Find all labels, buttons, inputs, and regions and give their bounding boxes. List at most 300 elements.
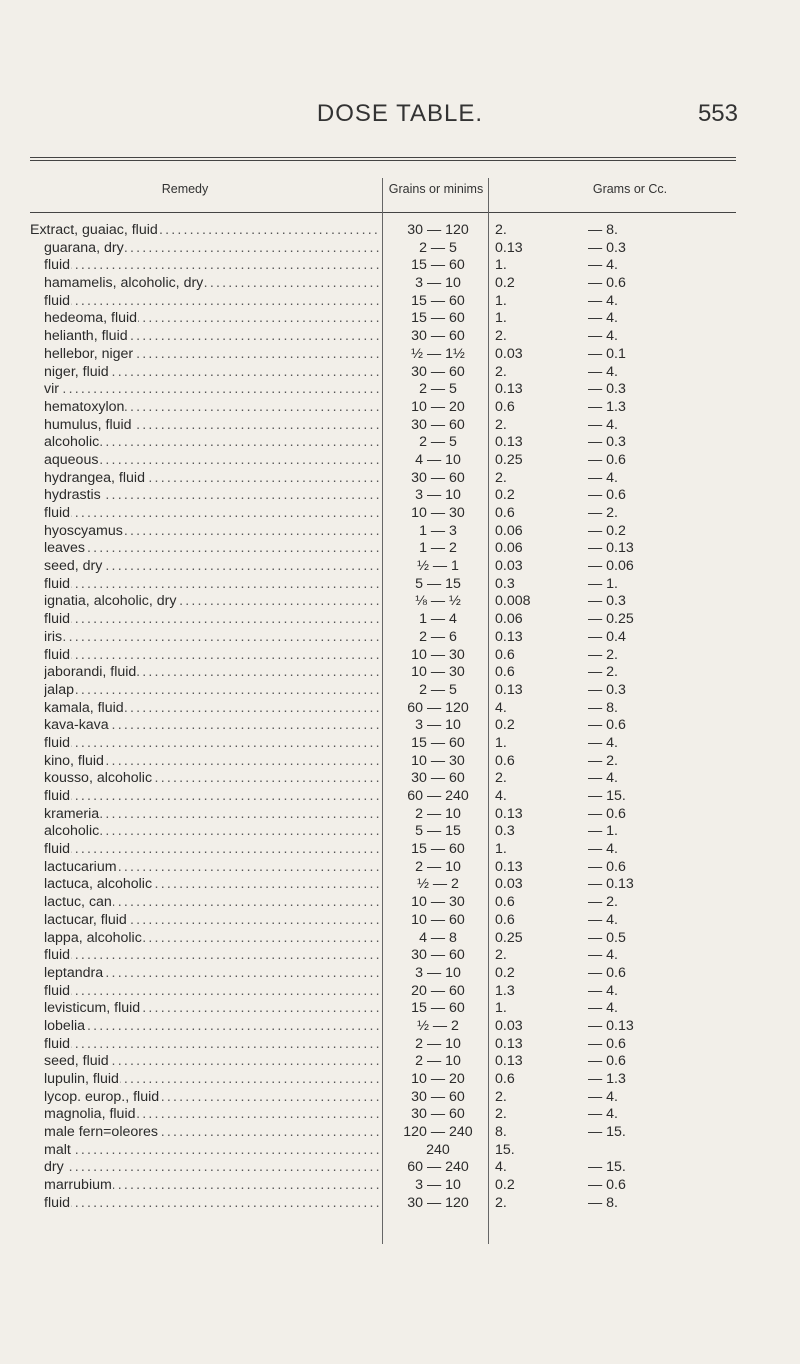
table-row: [0, 505, 800, 523]
grains-cell: 3 — 10: [415, 275, 461, 292]
grams-min-cell: 1.: [495, 841, 507, 858]
grams-max-cell: — 15.: [588, 1124, 626, 1141]
grams-max-cell: — 0.6: [588, 964, 626, 981]
grains-cell: ½ — 2: [417, 1017, 459, 1034]
grams-min-cell: 15.: [495, 1141, 515, 1158]
remedy-cell: [44, 293, 380, 311]
grams-min-cell: 4.: [495, 788, 507, 804]
grains-cell: 30 — 60: [411, 469, 465, 486]
grains-cell: 15 — 60: [411, 310, 465, 327]
grams-min-cell: 0.06: [495, 611, 523, 628]
grains-cell: 3 — 10: [415, 717, 461, 734]
grams-min-cell: 0.06: [495, 522, 523, 539]
grams-max-cell: — 4.: [588, 1088, 618, 1105]
remedy-name: fluid: [44, 734, 71, 751]
table-row: [0, 1053, 800, 1071]
grains-cell: 10 — 30: [411, 646, 465, 663]
remedy-name: Extract, guaiac, fluid: [30, 222, 158, 238]
grains-cell: 10 — 30: [411, 894, 465, 911]
grams-min-cell: 1.: [495, 310, 507, 327]
grams-min-cell: 0.03: [495, 345, 523, 362]
table-row: [0, 753, 800, 771]
grains-cell: 2 — 5: [419, 239, 457, 256]
grams-max-cell: — 4.: [588, 841, 618, 858]
grains-cell: 2 — 6: [419, 628, 457, 645]
table-row: [0, 540, 800, 558]
grains-cell: 30 — 60: [411, 770, 465, 787]
grams-min-cell: 0.13: [495, 381, 523, 398]
grains-cell: 5 — 15: [415, 823, 461, 840]
table-row: [0, 593, 800, 611]
grams-max-cell: — 4.: [588, 328, 618, 345]
remedy-name: jaborandi, fluid: [44, 664, 137, 681]
table-row: [0, 735, 800, 753]
grams-max-cell: — 1.: [588, 823, 618, 840]
remedy-name: lycop. europ., fluid: [44, 1088, 160, 1105]
table-row: [0, 700, 800, 718]
grains-cell: 10 — 30: [411, 752, 465, 769]
remedy-cell: [44, 470, 380, 488]
remedy-cell: [44, 523, 380, 541]
grams-max-cell: — 0.13: [588, 876, 634, 893]
remedy-name: lactuca, alcoholic: [44, 876, 153, 893]
remedy-cell: [44, 576, 380, 594]
remedy-name: alcoholic: [44, 434, 100, 451]
grams-min-cell: 2.: [495, 1088, 507, 1105]
grams-min-cell: 0.13: [495, 681, 523, 698]
table-row: [0, 399, 800, 417]
grams-max-cell: — 4.: [588, 911, 618, 928]
table-row: [0, 417, 800, 435]
grams-max-cell: — 15.: [588, 788, 626, 804]
page-number: 553: [697, 100, 738, 127]
grains-cell: 30 — 60: [411, 328, 465, 345]
grams-min-cell: 1.: [495, 734, 507, 751]
grams-max-cell: — 4.: [588, 416, 618, 433]
grams-min-cell: 0.13: [495, 239, 523, 256]
table-row: [0, 806, 800, 824]
remedy-name: hydrastis: [44, 487, 101, 504]
table-row: [0, 558, 800, 576]
remedy-cell: [44, 983, 380, 1001]
grains-cell: 15 — 60: [411, 841, 465, 858]
table-row: [0, 310, 800, 328]
grams-max-cell: — 8.: [588, 222, 618, 238]
remedy-cell: [44, 257, 380, 275]
grams-min-cell: 0.25: [495, 451, 523, 468]
grains-cell: 30 — 60: [411, 947, 465, 964]
page-header: [0, 100, 800, 140]
grains-cell: 10 — 30: [411, 664, 465, 681]
remedy-name: hellebor, niger: [44, 345, 134, 362]
table-row: [0, 930, 800, 948]
grams-min-cell: 2.: [495, 222, 507, 238]
grams-min-cell: 2.: [495, 1194, 507, 1211]
grams-min-cell: 0.6: [495, 505, 515, 521]
grains-cell: 5 — 15: [415, 575, 461, 592]
grains-cell: 30 — 120: [407, 1194, 469, 1211]
grains-cell: ½ — 1½: [411, 345, 465, 362]
grams-max-cell: — 0.3: [588, 593, 626, 610]
grains-cell: 15 — 60: [411, 734, 465, 751]
table-row: [0, 487, 800, 505]
remedy-cell: [44, 434, 380, 452]
remedy-cell: [44, 894, 380, 912]
remedy-cell: [44, 930, 380, 948]
grams-max-cell: — 4.: [588, 292, 618, 309]
grams-min-cell: 2.: [495, 1106, 507, 1123]
grams-min-cell: 0.25: [495, 929, 523, 946]
remedy-cell: [44, 753, 380, 771]
remedy-cell: [44, 487, 380, 505]
grams-max-cell: — 0.25: [588, 611, 634, 628]
remedy-name: leptandra: [44, 964, 104, 981]
remedy-cell: [44, 735, 380, 753]
table-row: [0, 381, 800, 399]
grams-min-cell: 0.6: [495, 1071, 515, 1087]
remedy-cell: [44, 1071, 380, 1089]
grams-max-cell: — 4.: [588, 770, 618, 787]
remedy-name: kava-kava: [44, 717, 109, 734]
grains-cell: 30 — 60: [411, 1088, 465, 1105]
remedy-name: fluid: [44, 257, 71, 274]
grams-min-cell: 0.06: [495, 540, 523, 557]
grains-cell: 30 — 60: [411, 1106, 465, 1123]
remedy-name: fluid: [44, 947, 71, 964]
grams-min-cell: 8.: [495, 1124, 507, 1141]
table-row: [0, 664, 800, 682]
table-row: [0, 965, 800, 983]
grams-max-cell: — 0.06: [588, 558, 634, 575]
remedy-cell: [44, 558, 380, 576]
table-row: [0, 523, 800, 541]
grams-min-cell: 0.6: [495, 398, 515, 415]
remedy-cell: [44, 1106, 380, 1124]
grams-max-cell: — 2.: [588, 505, 618, 521]
column-header-grains: Grains or minims: [388, 182, 484, 196]
grains-cell: ⅛ — ½: [415, 593, 461, 610]
grams-max-cell: — 0.3: [588, 434, 626, 451]
remedy-name: marrubium: [44, 1177, 112, 1194]
top-rule: [30, 157, 736, 158]
remedy-name: helianth, fluid: [44, 328, 128, 345]
grains-cell: 4 — 8: [419, 929, 457, 946]
remedy-name: lappa, alcoholic: [44, 929, 142, 946]
remedy-cell: [44, 399, 380, 417]
grams-min-cell: 2.: [495, 469, 507, 486]
table-row: [0, 470, 800, 488]
remedy-name: lactucarium: [44, 858, 117, 875]
grams-min-cell: 0.03: [495, 1017, 523, 1034]
table-row: [0, 682, 800, 700]
table-row: [0, 823, 800, 841]
grams-min-cell: 0.13: [495, 628, 523, 645]
grains-cell: 120 — 240: [403, 1124, 473, 1141]
remedy-cell: [44, 717, 380, 735]
grains-cell: 30 — 60: [411, 363, 465, 380]
remedy-name: fluid: [44, 982, 71, 999]
remedy-cell: [44, 965, 380, 983]
remedy-name: leaves: [44, 540, 86, 557]
grams-min-cell: 1.3: [495, 982, 515, 999]
grams-max-cell: — 0.6: [588, 805, 626, 822]
remedy-cell: [44, 1177, 380, 1195]
remedy-name: iris: [44, 628, 63, 645]
table-row: [0, 770, 800, 788]
remedy-name: seed, dry: [44, 558, 103, 575]
grains-cell: 2 — 5: [419, 681, 457, 698]
table-row: [0, 240, 800, 258]
remedy-cell: [44, 823, 380, 841]
grams-min-cell: 0.2: [495, 1177, 515, 1194]
top-rule-double: [30, 160, 736, 161]
grams-max-cell: — 1.: [588, 575, 618, 592]
grams-min-cell: 0.03: [495, 558, 523, 575]
column-header-grams: Grams or Cc.: [592, 182, 668, 196]
remedy-cell: [44, 947, 380, 965]
table-row: [0, 876, 800, 894]
remedy-cell: [44, 1124, 380, 1142]
grains-cell: 2 — 5: [419, 434, 457, 451]
table-row: [0, 364, 800, 382]
grains-cell: 60 — 120: [407, 699, 469, 716]
grams-max-cell: — 0.6: [588, 1053, 626, 1070]
remedy-cell: [44, 611, 380, 629]
grams-min-cell: 0.13: [495, 1053, 523, 1070]
table-row: [0, 328, 800, 346]
grains-cell: 10 — 20: [411, 398, 465, 415]
grams-min-cell: 0.6: [495, 646, 515, 663]
table-row: [0, 611, 800, 629]
grams-max-cell: — 8.: [588, 1194, 618, 1211]
remedy-name: niger, fluid: [44, 363, 109, 380]
grams-max-cell: — 4.: [588, 363, 618, 380]
grains-cell: 240: [426, 1141, 450, 1158]
remedy-cell: [44, 505, 380, 523]
grains-cell: ½ — 2: [417, 876, 459, 893]
grams-min-cell: 0.13: [495, 1035, 523, 1052]
table-row: [0, 947, 800, 965]
remedy-name: kamala, fluid: [44, 699, 124, 716]
remedy-cell: [44, 310, 380, 328]
remedy-cell: [44, 1089, 380, 1107]
remedy-name: malt: [44, 1141, 71, 1158]
table-row: [0, 1018, 800, 1036]
grains-cell: 3 — 10: [415, 487, 461, 504]
remedy-cell: [44, 841, 380, 859]
grams-max-cell: — 0.4: [588, 628, 626, 645]
grains-cell: 3 — 10: [415, 1177, 461, 1194]
grains-cell: 60 — 240: [407, 788, 469, 804]
remedy-cell: [44, 1053, 380, 1071]
grams-max-cell: — 0.6: [588, 858, 626, 875]
table-row: [0, 222, 800, 240]
grains-cell: ½ — 1: [417, 558, 459, 575]
remedy-cell: [44, 788, 380, 806]
grams-min-cell: 1.: [495, 257, 507, 274]
grams-min-cell: 2.: [495, 947, 507, 964]
remedy-name: fluid: [44, 1194, 71, 1211]
table-row: [0, 841, 800, 859]
remedy-name: lactucar, fluid: [44, 911, 127, 928]
grams-min-cell: 4.: [495, 699, 507, 716]
grams-max-cell: — 15.: [588, 1159, 626, 1176]
remedy-name: kino, fluid: [44, 752, 104, 769]
table-row: [0, 257, 800, 275]
grains-cell: 30 — 60: [411, 416, 465, 433]
remedy-name: guarana, dry: [44, 239, 124, 256]
grams-max-cell: — 0.6: [588, 1177, 626, 1194]
table-row: [0, 647, 800, 665]
grains-cell: 2 — 10: [415, 805, 461, 822]
grains-cell: 2 — 5: [419, 381, 457, 398]
remedy-cell: [44, 629, 380, 647]
grains-cell: 30 — 120: [407, 222, 469, 238]
grams-max-cell: — 4.: [588, 310, 618, 327]
grains-cell: 15 — 60: [411, 292, 465, 309]
remedy-cell: [30, 222, 380, 240]
table-row: [0, 1195, 800, 1213]
grains-cell: 2 — 10: [415, 1035, 461, 1052]
remedy-name: fluid: [44, 611, 71, 628]
grams-min-cell: 0.3: [495, 823, 515, 840]
table-row: [0, 434, 800, 452]
header-rule: [30, 212, 736, 213]
grains-cell: 1 — 2: [419, 540, 457, 557]
remedy-cell: [44, 452, 380, 470]
grams-max-cell: — 4.: [588, 257, 618, 274]
grams-min-cell: 2.: [495, 770, 507, 787]
table-row: [0, 1177, 800, 1195]
remedy-name: male fern=oleores: [44, 1124, 158, 1141]
remedy-cell: [44, 381, 380, 399]
remedy-name: hedeoma, fluid: [44, 310, 138, 327]
grams-min-cell: 0.03: [495, 876, 523, 893]
grams-min-cell: 1.: [495, 1000, 507, 1017]
grains-cell: 15 — 60: [411, 257, 465, 274]
grains-cell: 15 — 60: [411, 1000, 465, 1017]
remedy-name: magnolia, fluid: [44, 1106, 136, 1123]
dose-table-body: [0, 222, 800, 1213]
grams-min-cell: 0.13: [495, 805, 523, 822]
remedy-name: kousso, alcoholic: [44, 770, 153, 787]
grains-cell: 2 — 10: [415, 1053, 461, 1070]
remedy-name: levisticum, fluid: [44, 1000, 141, 1017]
grams-min-cell: 0.008: [495, 593, 531, 610]
table-row: [0, 1036, 800, 1054]
remedy-name: krameria: [44, 805, 100, 822]
grams-max-cell: — 4.: [588, 1000, 618, 1017]
remedy-cell: [44, 346, 380, 364]
remedy-name: hematoxylon: [44, 398, 125, 415]
table-row: [0, 1071, 800, 1089]
remedy-cell: [44, 540, 380, 558]
grams-max-cell: — 0.3: [588, 239, 626, 256]
grams-max-cell: — 0.6: [588, 487, 626, 504]
grams-min-cell: 1.: [495, 292, 507, 309]
page-title: DOSE TABLE.: [316, 100, 484, 127]
grains-cell: 10 — 20: [411, 1071, 465, 1087]
grams-max-cell: — 0.2: [588, 522, 626, 539]
table-row: [0, 1106, 800, 1124]
table-row: [0, 859, 800, 877]
grams-max-cell: — 0.13: [588, 1017, 634, 1034]
remedy-name: fluid: [44, 505, 71, 521]
remedy-cell: [44, 770, 380, 788]
grams-max-cell: — 4.: [588, 947, 618, 964]
remedy-cell: [44, 275, 380, 293]
grams-min-cell: 0.2: [495, 275, 515, 292]
table-row: [0, 1142, 800, 1160]
remedy-name: lactuc, can: [44, 894, 112, 911]
grains-cell: 60 — 240: [407, 1159, 469, 1176]
remedy-cell: [44, 593, 380, 611]
remedy-cell: [44, 1000, 380, 1018]
grams-max-cell: — 2.: [588, 752, 618, 769]
grams-max-cell: — 2.: [588, 664, 618, 681]
grams-min-cell: 2.: [495, 363, 507, 380]
grams-max-cell: — 1.3: [588, 1071, 626, 1087]
table-row: [0, 894, 800, 912]
table-row: [0, 1124, 800, 1142]
grains-cell: 10 — 60: [411, 911, 465, 928]
grams-min-cell: 0.2: [495, 964, 515, 981]
remedy-name: vir: [44, 381, 59, 398]
grams-max-cell: — 0.3: [588, 681, 626, 698]
remedy-cell: [44, 876, 380, 894]
grams-max-cell: — 1.3: [588, 398, 626, 415]
grains-cell: 10 — 30: [411, 505, 465, 521]
remedy-cell: [44, 240, 380, 258]
table-row: [0, 452, 800, 470]
remedy-name: humulus, fluid: [44, 416, 132, 433]
grams-max-cell: — 0.6: [588, 717, 626, 734]
grams-max-cell: — 0.6: [588, 1035, 626, 1052]
remedy-name: fluid: [44, 788, 71, 804]
remedy-cell: [44, 1195, 380, 1213]
remedy-cell: [44, 806, 380, 824]
table-row: [0, 1000, 800, 1018]
grams-max-cell: — 2.: [588, 646, 618, 663]
column-header-remedy: Remedy: [161, 182, 209, 196]
remedy-name: fluid: [44, 841, 71, 858]
remedy-name: lupulin, fluid: [44, 1071, 119, 1087]
grains-cell: 20 — 60: [411, 982, 465, 999]
grams-max-cell: — 2.: [588, 894, 618, 911]
grains-cell: 1 — 3: [419, 522, 457, 539]
remedy-name: seed, fluid: [44, 1053, 109, 1070]
grams-min-cell: 0.6: [495, 752, 515, 769]
table-row: [0, 1089, 800, 1107]
grams-max-cell: — 4.: [588, 1106, 618, 1123]
table-row: [0, 717, 800, 735]
grams-max-cell: — 0.3: [588, 381, 626, 398]
grains-cell: 3 — 10: [415, 964, 461, 981]
table-row: [0, 629, 800, 647]
table-row: [0, 912, 800, 930]
remedy-name: aqueous: [44, 451, 99, 468]
table-row: [0, 346, 800, 364]
remedy-name: hamamelis, alcoholic, dry: [44, 275, 204, 292]
grams-max-cell: — 0.6: [588, 451, 626, 468]
remedy-name: lobelia: [44, 1017, 86, 1034]
remedy-cell: [44, 1018, 380, 1036]
remedy-name: jalap: [44, 681, 74, 698]
remedy-cell: [44, 1036, 380, 1054]
table-row: [0, 293, 800, 311]
remedy-name: ignatia, alcoholic, dry: [44, 593, 177, 610]
grains-cell: 4 — 10: [415, 451, 461, 468]
